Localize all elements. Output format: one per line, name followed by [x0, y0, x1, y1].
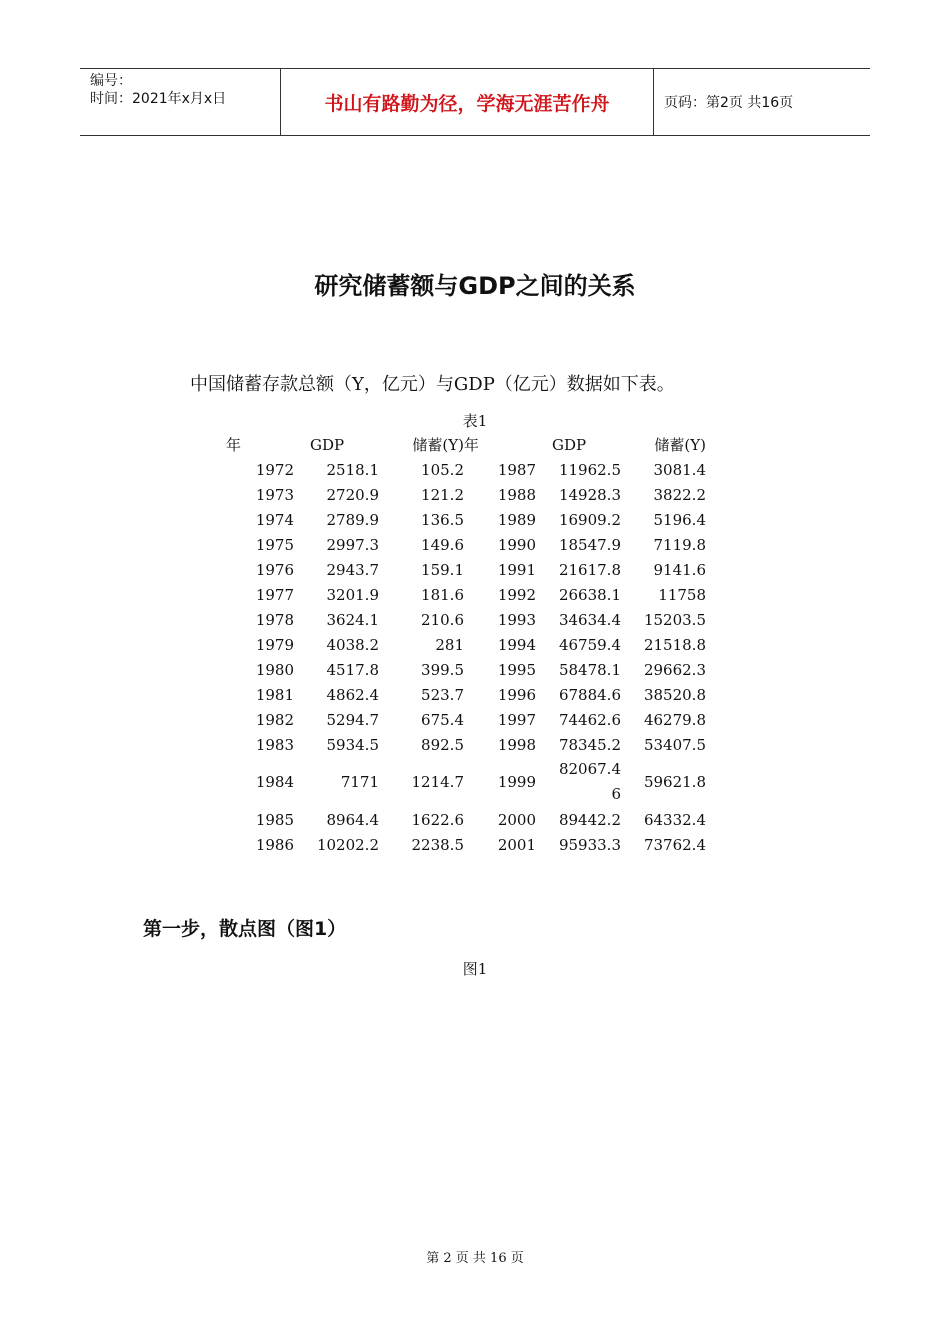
page-header: [80, 68, 870, 136]
savings-cell: 59621.8: [643, 773, 706, 791]
year-cell: 1973: [255, 485, 294, 504]
table-row: [222, 707, 706, 732]
savings-cell: 64332.4: [643, 810, 706, 829]
gdp-cell: 78345.2: [558, 735, 621, 754]
header-year: 年: [226, 436, 242, 454]
table-row: [222, 457, 706, 482]
savings-cell: 159.1: [421, 560, 464, 579]
year-cell: 1982: [255, 710, 294, 729]
gdp-cell: 2789.9: [326, 510, 379, 529]
savings-cell: 38520.8: [643, 685, 706, 704]
gdp-cell: 34634.4: [558, 610, 621, 629]
document-number-label: 编号：: [90, 73, 132, 89]
gdp-cell: 58478.1: [558, 660, 621, 679]
year-cell: 1980: [255, 660, 294, 679]
savings-cell: 73762.4: [643, 835, 706, 854]
year-cell: 1986: [255, 835, 294, 854]
table-row: [222, 657, 706, 682]
savings-cell: 121.2: [421, 485, 464, 504]
year-cell: 1976: [255, 560, 294, 579]
gdp-cell: 3201.9: [326, 585, 379, 604]
year-cell: 1999: [497, 773, 536, 791]
step-one-heading: 第一步，散点图（图1）: [143, 918, 347, 940]
gdp-cell: 2720.9: [326, 485, 379, 504]
table-row: [222, 582, 706, 607]
savings-cell: 5196.4: [653, 510, 706, 529]
year-cell: 1990: [497, 535, 536, 554]
table-row: [222, 732, 706, 757]
gdp-cell: 10202.2: [316, 835, 379, 854]
gdp-cell: 4038.2: [326, 635, 379, 654]
savings-cell: 523.7: [421, 685, 464, 704]
table-row: [222, 507, 706, 532]
savings-cell: 1622.6: [411, 810, 464, 829]
year-cell: 1974: [255, 510, 294, 529]
savings-cell: 29662.3: [643, 660, 706, 679]
gdp-cell: 46759.4: [558, 635, 621, 654]
header-savings: 储蓄(Y): [654, 436, 706, 454]
data-table: [222, 432, 706, 857]
gdp-cell: 2518.1: [326, 460, 379, 479]
savings-cell: 9141.6: [653, 560, 706, 579]
gdp-cell: 2997.3: [326, 535, 379, 554]
table-row: [222, 832, 706, 857]
gdp-cell: 7171: [340, 773, 379, 791]
gdp-cell: 3624.1: [326, 610, 379, 629]
gdp-cell: 2943.7: [326, 560, 379, 579]
year-cell: 1977: [255, 585, 294, 604]
year-cell: 1978: [255, 610, 294, 629]
table-caption: 表1: [462, 412, 488, 430]
gdp-cell: 67884.6: [558, 685, 621, 704]
header-meta: [80, 69, 281, 135]
year-cell: 1985: [255, 810, 294, 829]
header-motto: 书山有路勤为径，学海无涯苦作舟: [281, 69, 654, 135]
table-row: [222, 482, 706, 507]
gdp-cell: 95933.3: [558, 835, 621, 854]
year-cell: 1988: [497, 485, 536, 504]
savings-cell: 2238.5: [411, 835, 464, 854]
gdp-cell: 5934.5: [326, 735, 379, 754]
gdp-cell: 11962.5: [558, 460, 621, 479]
savings-cell: 675.4: [421, 710, 464, 729]
year-cell: 1975: [255, 535, 294, 554]
gdp-cell: 82067.4 6: [558, 760, 621, 803]
gdp-cell: 5294.7: [326, 710, 379, 729]
intro-paragraph: 中国储蓄存款总额（Y，亿元）与GDP（亿元）数据如下表。: [190, 374, 675, 395]
header-page-number: 页码：第2页 共16页: [664, 95, 794, 111]
header-savings: 储蓄(Y): [412, 436, 464, 454]
table-row: [222, 532, 706, 557]
table-row: [222, 632, 706, 657]
year-cell: 1979: [255, 635, 294, 654]
page-footer: 第 2 页 共 16 页: [426, 1251, 524, 1266]
year-cell: 1998: [497, 735, 536, 754]
gdp-cell: 89442.2: [558, 810, 621, 829]
savings-cell: 1214.7: [411, 773, 464, 791]
savings-cell: 105.2: [421, 460, 464, 479]
document-time-label: 时间：2021年x月x日: [90, 91, 227, 107]
savings-cell: 46279.8: [643, 710, 706, 729]
figure-caption: 图1: [462, 960, 488, 978]
savings-cell: 210.6: [421, 610, 464, 629]
year-cell: 1983: [255, 735, 294, 754]
gdp-cell: 4862.4: [326, 685, 379, 704]
year-cell: 1987: [497, 460, 536, 479]
header-gdp: GDP: [552, 435, 587, 454]
header-year: 年: [464, 436, 480, 454]
savings-cell: 7119.8: [653, 535, 706, 554]
savings-cell: 21518.8: [643, 635, 706, 654]
savings-cell: 136.5: [421, 510, 464, 529]
year-cell: 2000: [497, 810, 536, 829]
year-cell: 1996: [497, 685, 536, 704]
year-cell: 1994: [497, 635, 536, 654]
gdp-cell: 26638.1: [558, 585, 621, 604]
savings-cell: 3081.4: [653, 460, 706, 479]
table-row: [222, 557, 706, 582]
savings-cell: 53407.5: [643, 735, 706, 754]
savings-cell: 399.5: [421, 660, 464, 679]
year-cell: 1989: [497, 510, 536, 529]
year-cell: 1981: [255, 685, 294, 704]
year-cell: 1995: [497, 660, 536, 679]
gdp-cell: 16909.2: [558, 510, 621, 529]
year-cell: 1997: [497, 710, 536, 729]
savings-cell: 11758: [658, 585, 706, 604]
year-cell: 1993: [497, 610, 536, 629]
gdp-cell: 8964.4: [326, 810, 379, 829]
gdp-cell: 4517.8: [326, 660, 379, 679]
gdp-cell: 21617.8: [558, 560, 621, 579]
table-row: [222, 757, 706, 807]
savings-cell: 281: [435, 635, 464, 654]
table-header-row: [222, 432, 706, 457]
header-gdp: GDP: [310, 435, 345, 454]
gdp-cell: 14928.3: [558, 485, 621, 504]
savings-cell: 181.6: [421, 585, 464, 604]
year-cell: 1984: [255, 773, 294, 791]
table-row: [222, 682, 706, 707]
year-cell: 1972: [255, 460, 294, 479]
savings-cell: 15203.5: [643, 610, 706, 629]
year-cell: 2001: [497, 835, 536, 854]
table-row: [222, 607, 706, 632]
table-row: [222, 807, 706, 832]
savings-cell: 3822.2: [653, 485, 706, 504]
gdp-cell: 74462.6: [558, 710, 621, 729]
savings-cell: 149.6: [421, 535, 464, 554]
table-body: [222, 457, 706, 857]
year-cell: 1992: [497, 585, 536, 604]
savings-cell: 892.5: [421, 735, 464, 754]
year-cell: 1991: [497, 560, 536, 579]
page-title: 研究储蓄额与GDP之间的关系: [314, 272, 636, 300]
gdp-cell: 18547.9: [558, 535, 621, 554]
